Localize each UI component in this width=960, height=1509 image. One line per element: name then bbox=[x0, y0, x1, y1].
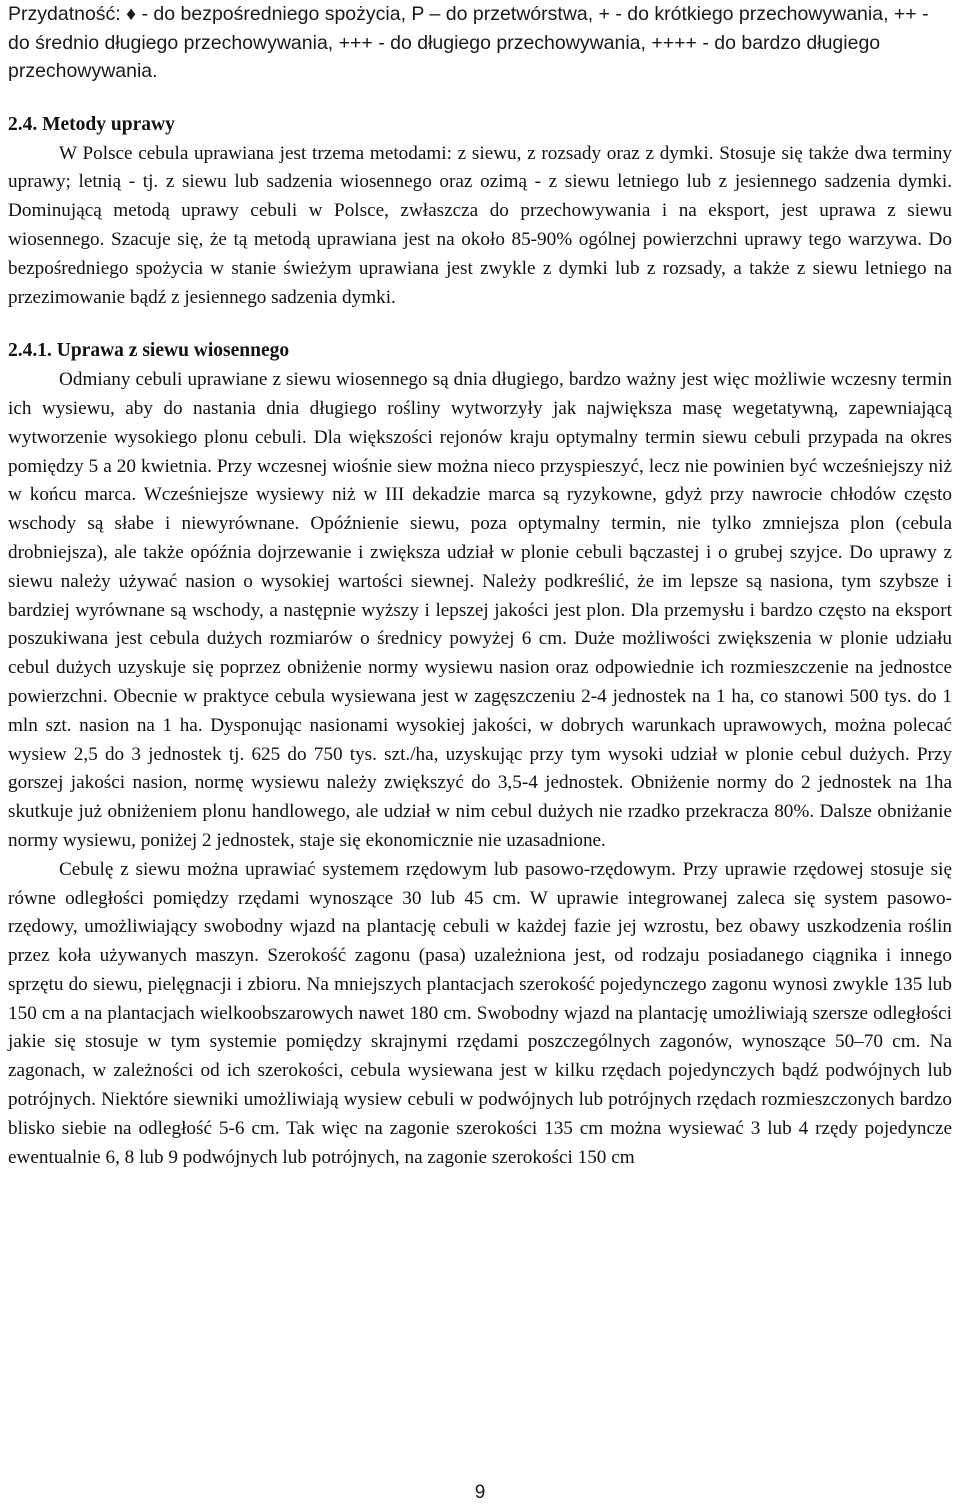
section-heading-2-4-1: 2.4.1. Uprawa z siewu wiosennego bbox=[8, 340, 290, 362]
section-2-4-1-paragraph-2: Cebulę z siewu można uprawiać systemem rzędowym lub pasowo-rzędowym. Przy uprawie rzędowej stosuje się równe odległości pomiędzy rzędami wynoszące 30 lub 45 cm. W uprawie integrowanej zaleca się system pasowo-rzędowy, umożliwiający swobodny wjazd na plantację cebuli w każdej fazie jej wzrostu, bez obawy uszkodzenia roślin przez koła używanych maszyn. Szerokość zagonu (pasa) uzależniona jest, od rodzaju posiadanego ciągnika i innego sprzętu do siewu, pielęgnacji i zbioru. Na mniejszych plantacjach szerokość pojedynczego zagonu wynosi zwykle 135 lub 150 cm a na plantacjach wielkoobszarowych nawet 180 cm. Swobodny wjazd na plantację umożliwiają szersze odległości jakie się stosuje w tym systemie pomiędzy skrajnymi rzędami poszczególnych zagonów, wynoszące 50–70 cm. Na zagonach, w zależności od ich szerokości, cebula wysiewana jest w kilku rzędach pojedynczych bądź podwójnych lub potrójnych. Niektóre siewniki umożliwiają wysiew cebuli w podwójnych lub potrójnych rzędach rozmieszczonych bardzo blisko siebie na odległość 5-6 cm. Tak więc na zagonie szerokości 135 cm można wysiewać 3 lub 4 rzędy pojedyncze ewentualnie 6, 8 lub 9 podwójnych lub potrójnych, na zagonie szerokości 150 cm bbox=[8, 858, 952, 1168]
spacer bbox=[8, 86, 952, 111]
section-heading-2-4: 2.4. Metody uprawy bbox=[8, 113, 175, 135]
spacer bbox=[8, 312, 952, 337]
page-number: 9 bbox=[474, 1482, 486, 1503]
usefulness-legend: Przydatność: ♦ - do bezpośredniego spożycia, P – do przetwórstwa, + - do krótkiego przechowywania, ++ - do średnio długiego przechowywania, +++ - do długiego przechowywania, ++++ - do bardzo długiego przechowywania. bbox=[8, 3, 929, 83]
section-2-4-1-paragraph-1: Odmiany cebuli uprawiane z siewu wiosennego są dnia długiego, bardzo ważny jest więc możliwie wczesny termin ich wysiewu, aby do nastania dnia długiego rośliny wytworzyły jak największa masę wegetatywną, zapewniającą wytworzenie wysokiego plonu cebuli. Dla większości rejonów kraju optymalny termin siewu cebuli przypada na okres pomiędzy 5 a 20 kwietnia. Przy wczesnej wiośnie siew można nieco przyspieszyć, lecz nie powinien być wcześniejszy niż w końcu marca. Wcześniejsze wysiewy niż w III dekadzie marca są ryzykowne, gdyż przy nawrocie chłodów często wschody są słabe i niewyrównane. Opóźnienie siewu, poza optymalny termin, nie tylko zmniejsza plon (cebula drobniejsza), ale także opóźnia dojrzewanie i zwiększa udział w plonie cebuli bączastej i o grubej szyjce. Do uprawy z siewu należy używać nasion o wysokiej wartości siewnej. Należy podkreślić, że im lepsze są nasiona, tym szybsze i bardziej wyrównane są wschody, a następnie wyższy i lepszej jakości jest plon. Dla przemysłu i bardzo często na eksport poszukiwana jest cebula dużych rozmiarów o średnicy powyżej 6 cm. Duże możliwości zwiększenia w plonie udziału cebul dużych uzyskuje się poprzez obniżenie normy wysiewu nasion oraz odpowiednie ich rozmieszczenie na jednostce powierzchni. Obecnie w praktyce cebula wysiewana jest w zagęszczeniu 2-4 jednostek na 1 ha, co stanowi 500 tys. do 1 mln szt. nasion na 1 ha. Dysponując nasionami wysokiej jakości, w dobrych warunkach uprawowych, można polecać wysiew 2,5 do 3 jednostek tj. 625 do 750 tys. szt./ha, uzyskując przy tym wysoki udział w plonie cebul dużych. Przy gorszej jakości nasion, normę wysiewu należy zwiększyć do 3,5-4 jednostek. Obniżenie normy do 2 jednostek na 1ha skutkuje już obniżeniem plonu handlowego, ale udział w nim cebul dużych nie rzadko przekracza 80%. Dalsze obniżanie normy wysiewu, poniżej 2 jednostek, staje się ekonomicznie nie uzasadnione. bbox=[8, 369, 952, 851]
document-page bbox=[8, 0, 952, 1172]
section-2-4-paragraph: W Polsce cebula uprawiana jest trzema metodami: z siewu, z rozsady oraz z dymki. Stosuje się także dwa terminy uprawy; letnią - tj. z siewu lub sadzenia wiosennego oraz ozimą - z siewu letniego lub z jesiennego sadzenia dymki. Dominującą metodą uprawy cebuli w Polsce, zwłaszcza do przechowywania i na eksport, jest uprawa z siewu wiosennego. Szacuje się, że tą metodą uprawiana jest na około 85-90% ogólnej powierzchni uprawy tego warzywa. Do bezpośredniego spożycia w stanie świeżym uprawiana jest zwykle z dymki lub z rozsady, a także z siewu letniego na przezimowanie bądź z jesiennego sadzenia dymki. bbox=[8, 142, 952, 308]
